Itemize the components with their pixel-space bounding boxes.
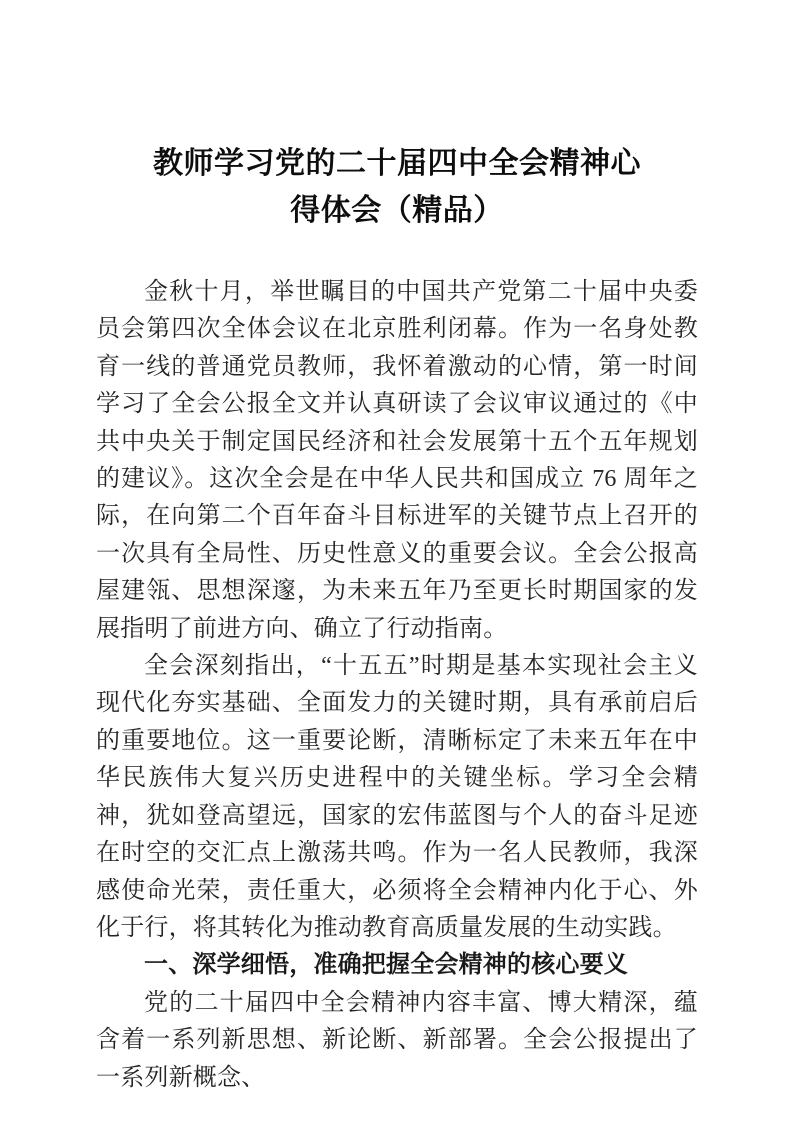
paragraph-2: 全会深刻指出，“十五五”时期是基本实现社会主义现代化夯实基础、全面发力的关键时期，具有承前启后的重要地位。这一重要论断，清晰标定了未来五年在中华民族伟大复兴历史进程中的关键坐标。学习全会精神，犹如登高望远，国家的宏伟蓝图与个人的奋斗足迹在时空的交汇点上激荡共鸣。作为一名人民教师，我深感使命光荣，责任重大，必须将全会精神内化于心、外化于行，将其转化为推动教育高质量发展的生动实践。	[96, 653, 698, 941]
document-content	[96, 0, 698, 1097]
document-body	[96, 274, 698, 1097]
title-line-2: 得体会（精品）	[290, 194, 504, 227]
page-title	[96, 0, 698, 234]
title-line-1: 教师学习党的二十届四中全会精神心	[153, 147, 641, 180]
section-heading-1: 一、深学细悟，准确把握全会精神的核心要义	[144, 952, 628, 979]
paragraph-3: 党的二十届四中全会精神内容丰富、博大精深，蕴含着一系列新思想、新论断、新部署。全会公报提出了一系列新概念、	[96, 989, 698, 1091]
paragraph-1: 金秋十月，举世瞩目的中国共产党第二十届中央委员会第四次全体会议在北京胜利闭幕。作为一名身处教育一线的普通党员教师，我怀着激动的心情，第一时间学习了全会公报全文并认真研读了会议审议通过的《中共中央关于制定国民经济和社会发展第十五个五年规划的建议》。这次全会是在中华人民共和国成立 76 周年之际，在向第二个百年奋斗目标进军的关键节点上召开的一次具有全局性、历史性意义的重要会议。全会公报高屋建瓴、思想深邃，为未来五年乃至更长时期国家的发展指明了前进方向、确立了行动指南。	[96, 279, 698, 642]
